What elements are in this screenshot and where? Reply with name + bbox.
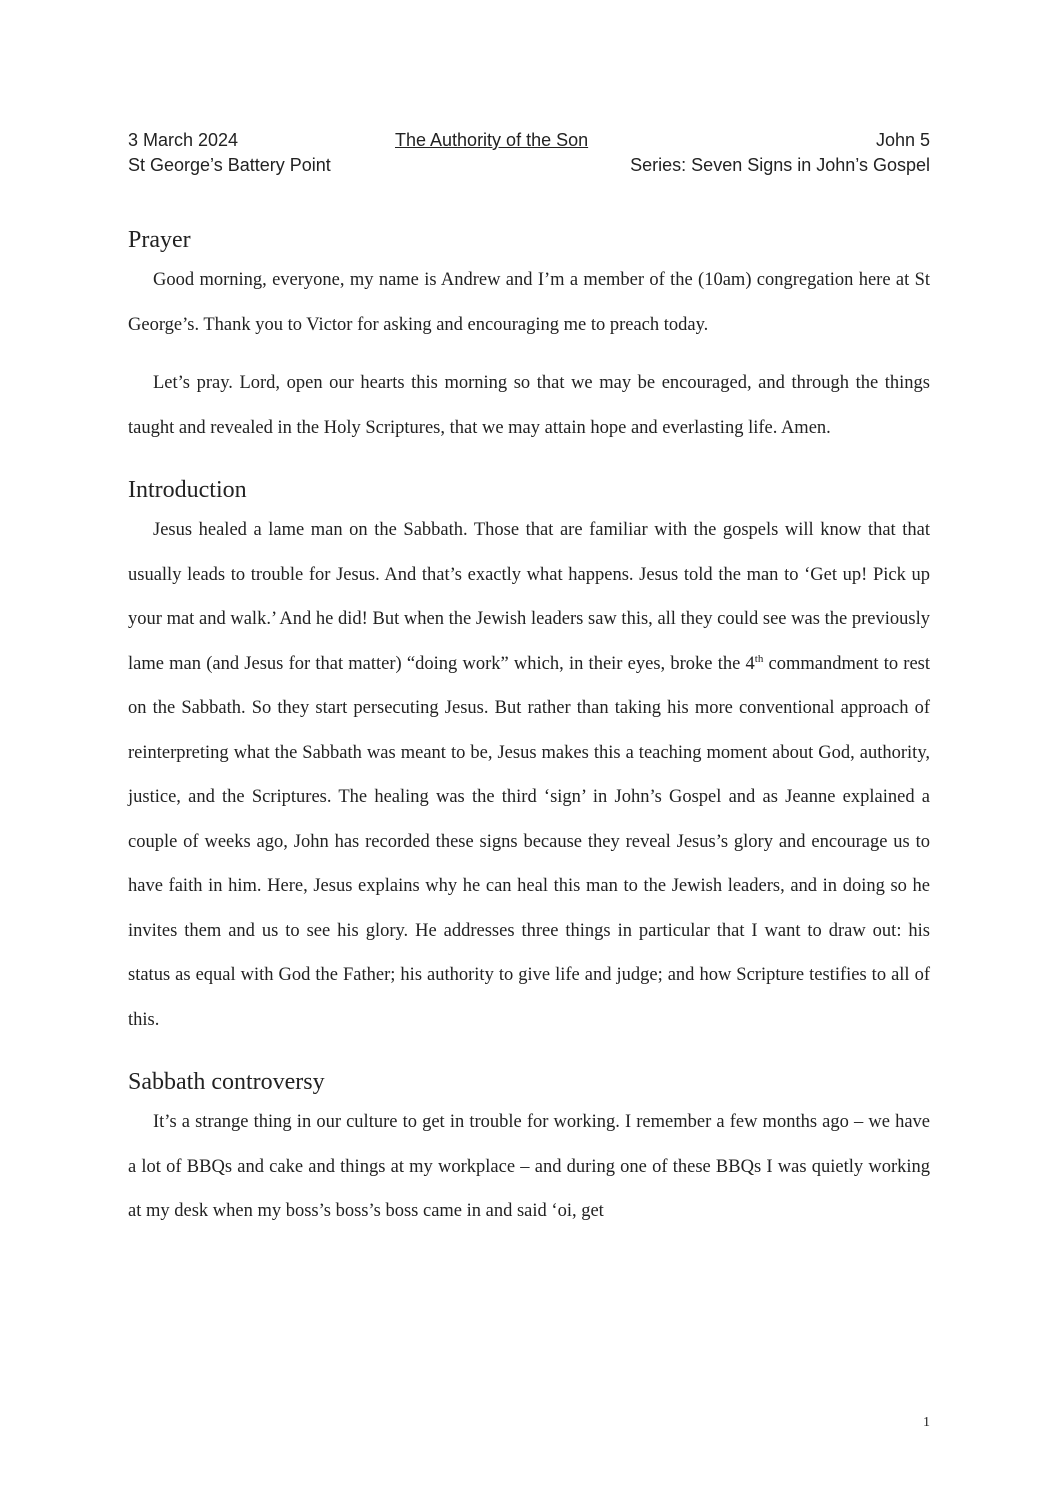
- section-heading-introduction: Introduction: [128, 477, 247, 503]
- bible-passage: John 5: [875, 130, 930, 150]
- section-heading-sabbath: Sabbath controversy: [128, 1069, 325, 1095]
- header-row-1: [128, 128, 930, 153]
- prayer-paragraph-2: Let’s pray. Lord, open our hearts this morning so that we may be encouraged, and through the things taught and revealed in the Holy Scriptures, that we may attain hope and everlasting life. Amen.: [128, 373, 930, 438]
- intro-text-part-1: Jesus healed a lame man on the Sabbath. Those that are familiar with the gospels will know that that usually leads to trouble for Jesus. And that’s exactly what happens. Jesus told the man to ‘Get up! Pick up your mat and walk.’ And he did! But when the Jewish leaders saw this, all they could see was the previously lame man (and Jesus for that matter) “doing work” which, in their eyes, broke the 4: [128, 520, 930, 674]
- prayer-paragraph-1: Good morning, everyone, my name is Andrew and I’m a member of the (10am) congregation here at St George’s. Thank you to Victor for asking and encouraging me to preach today.: [128, 270, 930, 335]
- series-name: Series: Seven Signs in John’s Gospel: [630, 155, 930, 175]
- sermon-date: 3 March 2024: [128, 130, 239, 150]
- sermon-title: The Authority of the Son: [395, 130, 589, 150]
- page-number: 1: [923, 1415, 930, 1430]
- introduction-paragraph: [128, 508, 930, 1042]
- document-body: [128, 222, 930, 1234]
- sabbath-paragraph: It’s a strange thing in our culture to get in trouble for working. I remember a few months ago – we have a lot of BBQs and cake and things at my workplace – and during one of these BBQs I was quietly working at my desk when my boss’s boss’s boss came in and said ‘oi, get: [128, 1112, 930, 1221]
- church-name: St George’s Battery Point: [128, 155, 331, 175]
- intro-text-part-2: commandment to rest on the Sabbath. So they start persecuting Jesus. But rather than taking his more conventional approach of reinterpreting what the Sabbath was meant to be, Jesus makes this a teaching moment about God, authority, justice, and the Scriptures. The healing was the third ‘sign’ in John’s Gospel and as Jeanne explained a couple of weeks ago, John has recorded these signs because they reveal Jesus’s glory and encourage us to have faith in him. Here, Jesus explains why he can heal this man to the Jewish leaders, and in doing so he invites them and us to see his glory. He addresses three things in particular that I want to draw out: his status as equal with God the Father; his authority to give life and judge; and how Scripture testifies to all of this.: [128, 653, 930, 1030]
- page-header: [128, 128, 930, 180]
- header-row-2: [128, 153, 930, 178]
- ordinal-superscript: th: [754, 652, 764, 665]
- section-heading-prayer: Prayer: [128, 227, 191, 253]
